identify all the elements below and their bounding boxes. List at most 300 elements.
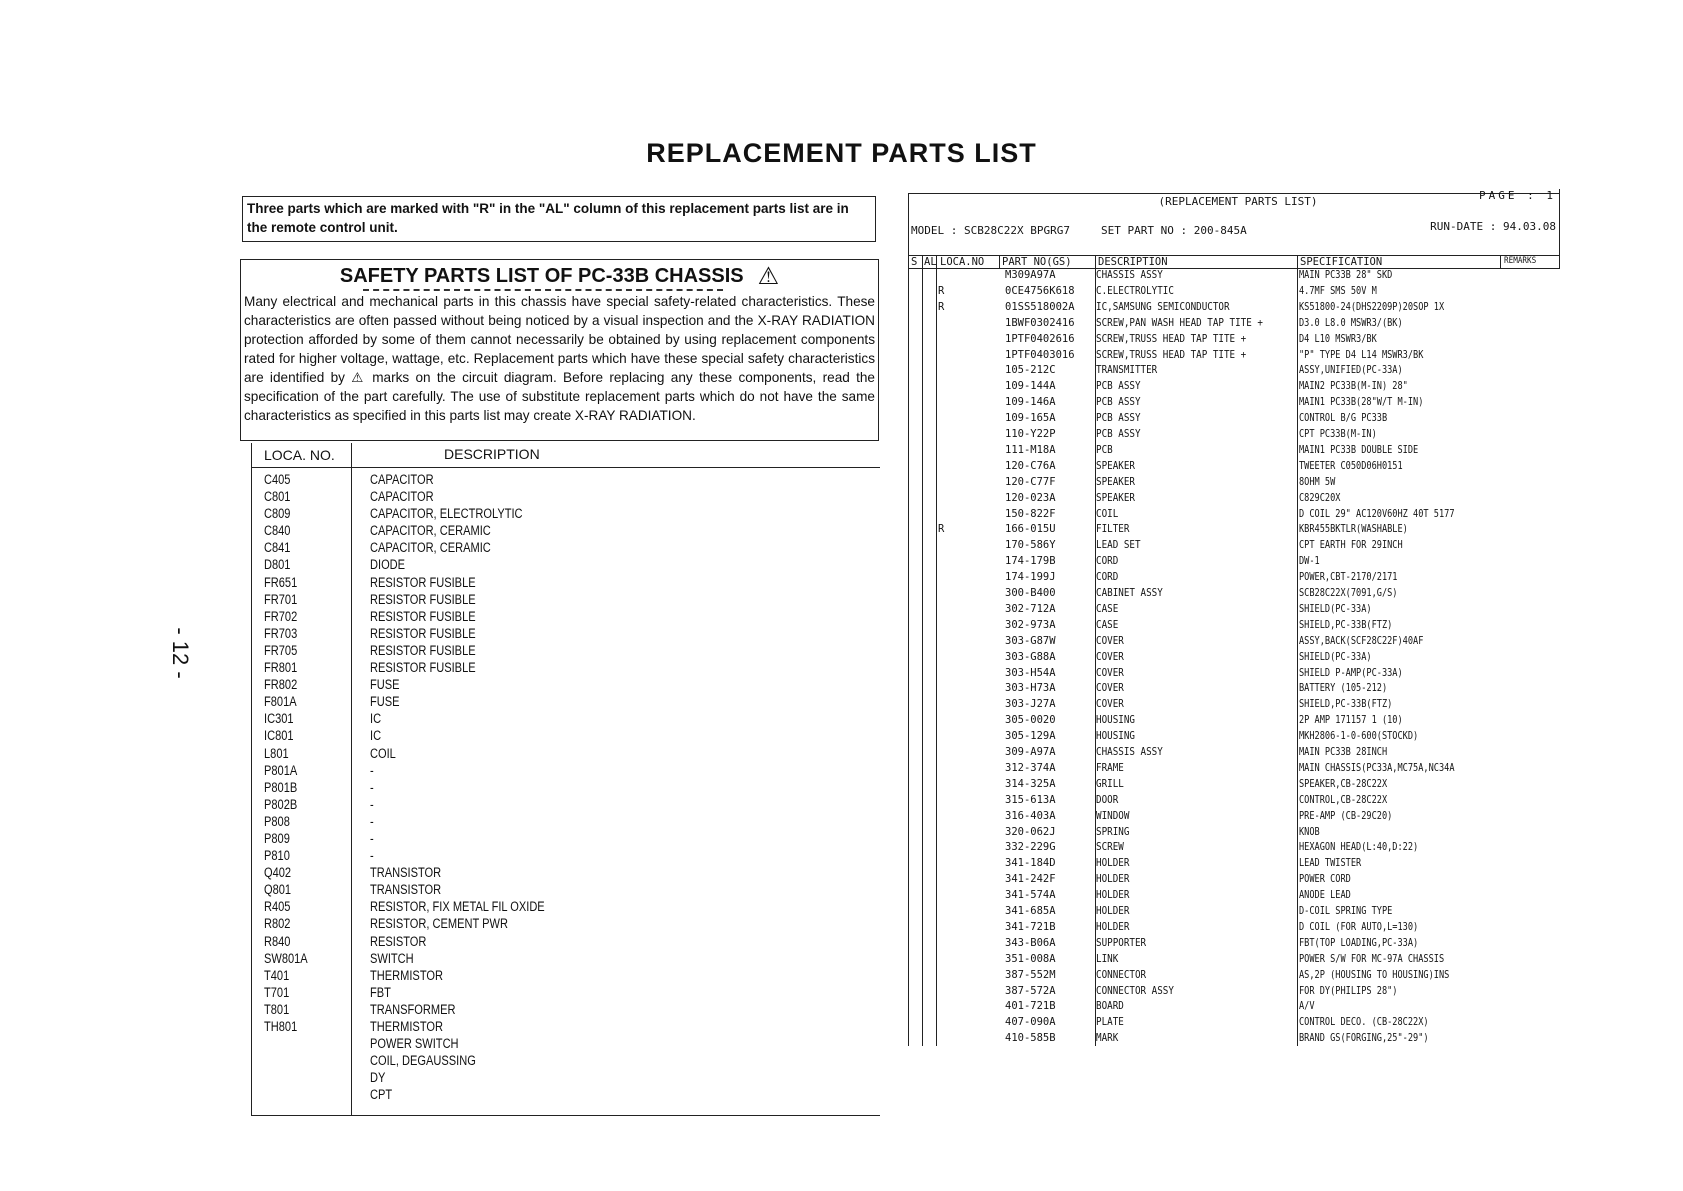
description-cell: PCB ASSY (1096, 380, 1141, 393)
parts-row (908, 857, 1560, 873)
parts-row (908, 969, 1560, 985)
specification-cell: "P" TYPE D4 L14 MSWR3/BK (1299, 348, 1424, 361)
part-no-cell: 302-712A (1005, 602, 1056, 615)
col-head-desc: DESCRIPTION (1098, 256, 1168, 268)
parts-row (908, 635, 1560, 651)
loca-code: FR703 (264, 625, 298, 641)
description-cell: HOLDER (1096, 905, 1130, 917)
specification-cell: ASSY,UNIFIED(PC-33A) (1299, 364, 1403, 377)
loca-description: CAPACITOR (370, 472, 434, 487)
specification-cell: BATTERY (105-212) (1299, 682, 1388, 695)
description-cell: LEAD SET (1096, 539, 1141, 552)
description-cell: TRANSMITTER (1096, 364, 1158, 377)
description-cell: HOUSING (1096, 714, 1135, 727)
part-no-cell: 0CE4756K618 (1005, 284, 1075, 297)
part-no-cell: 300-B400 (1005, 587, 1056, 599)
description-cell: PLATE (1096, 1016, 1124, 1029)
description-cell: CORD (1096, 571, 1119, 584)
part-no-cell: 351-008A (1005, 952, 1056, 965)
loca-code: C801 (264, 489, 291, 505)
parts-row (908, 841, 1560, 857)
loca-code: FR801 (264, 660, 298, 676)
parts-row (908, 317, 1560, 333)
specification-cell: ASSY,BACK(SCF28C22F)40AF (1299, 634, 1424, 647)
description-cell: GRILL (1096, 777, 1124, 790)
part-no-cell: 303-J27A (1005, 698, 1056, 711)
parts-row (908, 921, 1560, 937)
set-part-label: SET PART NO : 200-845A (1101, 224, 1247, 237)
loca-code: T701 (264, 984, 290, 1000)
description-cell: BOARD (1096, 1000, 1124, 1013)
specification-cell: SHIELD(PC-33A) (1299, 602, 1372, 615)
description-cell: WINDOW (1096, 809, 1130, 822)
grid-line (999, 255, 1000, 269)
sheet-page-label: PAGE : 1 (1479, 189, 1556, 202)
part-no-cell: 1PTF0402616 (1005, 332, 1075, 345)
parts-row (908, 1032, 1560, 1048)
specification-cell: MAIN CHASSIS(PC33A,MC75A,NC34A (1299, 761, 1455, 774)
parts-row (908, 905, 1560, 921)
description-cell: LINK (1096, 952, 1119, 965)
description-cell: COVER (1096, 698, 1124, 711)
loca-description: RESISTOR FUSIBLE (370, 591, 476, 607)
parts-row (908, 937, 1560, 953)
loca-code: T801 (264, 1001, 290, 1017)
part-no-cell: 316-403A (1005, 809, 1056, 822)
page-number: - 12 - (168, 627, 193, 679)
loca-description: - (370, 813, 374, 829)
loca-description: - (370, 762, 374, 778)
description-cell: CONNECTOR ASSY (1096, 984, 1174, 997)
description-cell: SUPPORTER (1096, 936, 1147, 949)
parts-row (908, 762, 1560, 778)
part-no-cell: 387-572A (1005, 984, 1056, 997)
description-cell: PCB ASSY (1096, 428, 1141, 440)
specification-cell: AS,2P (HOUSING TO HOUSING)INS (1299, 968, 1450, 981)
parts-row (908, 539, 1560, 555)
specification-cell: A/V (1299, 1000, 1315, 1013)
al-cell: R (938, 523, 945, 536)
description-cell: PCB ASSY (1096, 396, 1141, 409)
description-cell: SPEAKER (1096, 475, 1135, 488)
parts-row (908, 508, 1560, 524)
specification-cell: D4 L10 MSWR3/BK (1299, 332, 1377, 345)
part-no-cell: 110-Y22P (1005, 428, 1056, 440)
model-label: MODEL : SCB28C22X BPGRG7 (911, 224, 1070, 237)
part-no-cell: 109-146A (1005, 396, 1056, 409)
parts-row (908, 873, 1560, 889)
loca-description: FUSE (370, 694, 400, 710)
description-cell: HOUSING (1096, 730, 1135, 743)
parts-row (908, 396, 1560, 412)
parts-row (908, 714, 1560, 730)
parts-row (908, 810, 1560, 826)
loca-code: TH801 (264, 1019, 298, 1034)
loca-description: THERMISTOR (370, 967, 443, 983)
specification-cell: LEAD TWISTER (1299, 857, 1362, 870)
specification-cell: POWER CORD (1299, 873, 1351, 886)
col-head-al: AL (924, 256, 937, 268)
description-cell: CASE (1096, 602, 1119, 615)
parts-row (908, 1016, 1560, 1032)
loca-code: C405 (264, 472, 291, 487)
remote-control-note: Three parts which are marked with "R" in the "AL" column of this replacement parts list are in the remote control unit. (242, 196, 876, 242)
description-cell: IC,SAMSUNG SEMICONDUCTOR (1096, 300, 1230, 313)
part-no-cell: 407-090A (1005, 1016, 1056, 1029)
specification-cell: 2P AMP 171157 1 (10) (1299, 714, 1403, 727)
header-loca-no: LOCA. NO. (264, 447, 335, 463)
loca-code: P801A (264, 762, 298, 778)
loca-description: DIODE (370, 557, 406, 573)
loca-description: POWER SWITCH (370, 1036, 459, 1052)
parts-row (908, 460, 1560, 476)
parts-row (908, 349, 1560, 365)
parts-row (908, 746, 1560, 762)
safety-description: Many electrical and mechanical parts in this chassis have special safety-related characteristics. These characteristics are often passed without being noticed by a visual inspection and the X-RAY RADIATION protection afforded by some of them cannot necessarily be obtained by using replacement components rated for higher voltage, wattage, etc. Replacement parts which have these special safety characteristics are identified by ⚠ marks on the circuit diagram. Before replacing any these components, read the specification of the part carefully. The use of substitute replacement parts which do not have the same characteristics as specified in this parts list may create X-RAY RADIATION. (244, 294, 875, 423)
safety-title: SAFETY PARTS LIST OF PC-33B CHASSIS (339, 265, 744, 287)
loca-code: P809 (264, 830, 290, 846)
loca-code: P810 (264, 848, 290, 864)
specification-cell: MAIN1 PC33B(28"W/T M-IN) (1299, 396, 1424, 409)
parts-row (908, 444, 1560, 460)
loca-description: - (370, 830, 374, 846)
specification-cell: D COIL (FOR AUTO,L=130) (1299, 920, 1419, 933)
description-cell: SCREW,PAN WASH HEAD TAP TITE + (1096, 316, 1263, 329)
part-no-cell: 309-A97A (1005, 746, 1056, 758)
part-no-cell: 341-574A (1005, 889, 1056, 902)
part-no-cell: 1BWF0302416 (1005, 316, 1075, 329)
parts-row (908, 826, 1560, 842)
parts-row (908, 492, 1560, 508)
description-cell: CHASSIS ASSY (1096, 746, 1163, 758)
loca-description: RESISTOR FUSIBLE (370, 625, 476, 641)
grid-line (1500, 255, 1501, 269)
part-no-cell: 332-229G (1005, 841, 1056, 854)
loca-code: P801B (264, 779, 298, 795)
specification-cell: SHIELD,PC-33B(FTZ) (1299, 618, 1393, 631)
loca-code: FR802 (264, 677, 298, 693)
specification-cell: CPT PC33B(M-IN) (1299, 428, 1377, 440)
description-cell: CORD (1096, 555, 1119, 568)
parts-row (908, 301, 1560, 317)
loca-description: IC (370, 711, 382, 727)
parts-row (908, 985, 1560, 1001)
loca-code: R405 (264, 899, 291, 915)
specification-cell: DW-1 (1299, 555, 1320, 568)
part-no-cell: 305-0020 (1005, 714, 1056, 727)
header-description: DESCRIPTION (444, 446, 540, 462)
description-cell: CHASSIS ASSY (1096, 269, 1163, 281)
specification-cell: POWER,CBT-2170/2171 (1299, 571, 1398, 584)
sheet-border (908, 193, 909, 255)
part-no-cell: 315-613A (1005, 793, 1056, 806)
parts-row (908, 555, 1560, 571)
description-cell: SCREW (1096, 841, 1124, 854)
part-no-cell: 303-G87W (1005, 634, 1056, 647)
loca-description: FBT (370, 984, 391, 1000)
safety-title-row (241, 262, 878, 291)
description-cell: COIL (1096, 507, 1119, 520)
description-cell: HOLDER (1096, 889, 1130, 902)
parts-row (908, 428, 1560, 444)
loca-code: C840 (264, 523, 291, 539)
part-no-cell: 01SS518002A (1005, 300, 1075, 313)
description-cell: COVER (1096, 650, 1124, 663)
col-head-remarks: REMARKS (1504, 256, 1537, 266)
part-no-cell: 120-023A (1005, 491, 1056, 504)
run-date-label: RUN-DATE : 94.03.08 (1430, 220, 1556, 233)
grid-line (1559, 255, 1560, 269)
sheet-border (908, 193, 1560, 194)
specification-cell: ANODE LEAD (1299, 889, 1351, 902)
loca-description: THERMISTOR (370, 1019, 443, 1034)
loca-code: P802B (264, 796, 298, 812)
loca-description: TRANSISTOR (370, 882, 442, 898)
part-no-cell: 387-552M (1005, 968, 1056, 981)
loca-description: RESISTOR FUSIBLE (370, 660, 476, 676)
description-cell: MARK (1096, 1032, 1119, 1045)
loca-description: RESISTOR FUSIBLE (370, 574, 476, 590)
part-no-cell: 170-586Y (1005, 539, 1056, 552)
loca-description-list (370, 471, 870, 1103)
specification-cell: 4.7MF SMS 50V M (1299, 284, 1377, 297)
loca-description: RESISTOR, FIX METAL FIL OXIDE (370, 899, 545, 915)
loca-description: CAPACITOR, ELECTROLYTIC (370, 506, 523, 522)
parts-row (908, 523, 1560, 539)
description-cell: SCREW,TRUSS HEAD TAP TITE + (1096, 348, 1247, 361)
loca-code: F801A (264, 694, 297, 710)
part-no-cell: M309A97A (1005, 269, 1056, 281)
description-cell: HOLDER (1096, 857, 1130, 870)
parts-row (908, 730, 1560, 746)
part-no-cell: 120-C77F (1005, 475, 1056, 488)
specification-cell: SHIELD(PC-33A) (1299, 650, 1372, 663)
col-head-spec: SPECIFICATION (1300, 256, 1383, 268)
part-no-cell: 343-B06A (1005, 936, 1056, 949)
description-cell: PCB ASSY (1096, 412, 1141, 425)
specification-cell: D COIL 29" AC120V60HZ 40T 5177 (1299, 507, 1455, 520)
part-no-cell: 120-C76A (1005, 459, 1056, 472)
parts-row (908, 476, 1560, 492)
parts-row (908, 412, 1560, 428)
specification-cell: SHIELD P-AMP(PC-33A) (1299, 666, 1403, 679)
part-no-cell: 166-015U (1005, 523, 1056, 536)
description-cell: SCREW,TRUSS HEAD TAP TITE + (1096, 332, 1247, 345)
loca-code: FR651 (264, 574, 298, 590)
loca-description: CAPACITOR, CERAMIC (370, 523, 491, 539)
specification-cell: CONTROL B/G PC33B (1299, 412, 1388, 425)
al-cell: R (938, 300, 945, 313)
loca-code: D801 (264, 557, 291, 573)
specification-cell: FOR DY(PHILIPS 28") (1299, 984, 1398, 997)
description-cell: SPEAKER (1096, 491, 1135, 504)
loca-code: C809 (264, 506, 291, 522)
parts-row (908, 285, 1560, 301)
parts-row (908, 953, 1560, 969)
description-cell: C.ELECTROLYTIC (1096, 284, 1174, 297)
loca-description: SWITCH (370, 950, 414, 966)
part-no-cell: 111-M18A (1005, 443, 1056, 456)
specification-cell: D-COIL SPRING TYPE (1299, 905, 1393, 917)
loca-description: - (370, 796, 374, 812)
specification-cell: CPT EARTH FOR 29INCH (1299, 539, 1403, 552)
specification-cell: MAIN PC33B 28" SKD (1299, 269, 1393, 281)
description-cell: CASE (1096, 618, 1119, 631)
loca-code: IC801 (264, 728, 294, 744)
specification-cell: MAIN1 PC33B DOUBLE SIDE (1299, 443, 1419, 456)
description-cell: HOLDER (1096, 920, 1130, 933)
specification-cell: BRAND GS(FORGING,25"-29") (1299, 1032, 1429, 1045)
part-no-cell: 401-721B (1005, 1000, 1056, 1013)
loca-code: T401 (264, 967, 290, 983)
part-no-cell: 341-685A (1005, 905, 1056, 917)
loca-code: Q801 (264, 882, 292, 898)
part-no-cell: 174-179B (1005, 555, 1056, 568)
parts-grid (908, 255, 1560, 1046)
description-cell: CONNECTOR (1096, 968, 1147, 981)
parts-row (908, 364, 1560, 380)
loca-code: FR702 (264, 608, 298, 624)
parts-row (908, 889, 1560, 905)
loca-code: R840 (264, 933, 291, 949)
loca-code: FR705 (264, 642, 298, 658)
specification-cell: MAIN2 PC33B(M-IN) 28" (1299, 380, 1408, 393)
parts-row (908, 1000, 1560, 1016)
description-cell: FRAME (1096, 761, 1124, 774)
parts-row (908, 698, 1560, 714)
sheet-heading: (REPLACEMENT PARTS LIST) (1158, 195, 1318, 208)
description-cell: PCB (1096, 443, 1113, 456)
loca-code-list (264, 471, 344, 1035)
part-no-cell: 314-325A (1005, 777, 1056, 790)
parts-row (908, 587, 1560, 603)
part-no-cell: 109-165A (1005, 412, 1056, 425)
warning-triangle-icon: ⚠ (757, 263, 780, 290)
part-no-cell: 305-129A (1005, 730, 1056, 743)
loca-description: IC (370, 728, 382, 744)
specification-cell: 8OHM 5W (1299, 475, 1336, 488)
loca-description: RESISTOR FUSIBLE (370, 608, 476, 624)
part-no-cell: 341-184D (1005, 857, 1056, 870)
loca-description: CAPACITOR (370, 489, 434, 505)
part-no-cell: 105-212C (1005, 364, 1056, 377)
description-cell: SPEAKER (1096, 459, 1135, 472)
parts-row (908, 619, 1560, 635)
safety-parts-box (240, 259, 879, 441)
specification-cell: SPEAKER,CB-28C22X (1299, 777, 1388, 790)
part-no-cell: 303-G88A (1005, 650, 1056, 663)
parts-row (908, 651, 1560, 667)
parts-row (908, 571, 1560, 587)
loca-description: - (370, 848, 374, 864)
parts-row (908, 333, 1560, 349)
loca-description: TRANSFORMER (370, 1001, 456, 1017)
loca-code: P808 (264, 813, 290, 829)
specification-cell: CONTROL,CB-28C22X (1299, 793, 1388, 806)
loca-description: FUSE (370, 677, 400, 693)
description-cell: FILTER (1096, 523, 1130, 536)
specification-cell: KNOB (1299, 825, 1320, 838)
specification-cell: MKH2806-1-0-600(STOCKD) (1299, 730, 1419, 743)
header-divider (252, 467, 880, 468)
specification-cell: KS51800-24(DHS2209P)20SOP 1X (1299, 300, 1445, 313)
loca-description: CAPACITOR, CERAMIC (370, 540, 491, 556)
parts-row (908, 380, 1560, 396)
loca-code: SW801A (264, 950, 308, 966)
loca-code: L801 (264, 745, 289, 761)
part-no-cell: 341-721B (1005, 920, 1056, 933)
loca-code: C841 (264, 540, 291, 556)
part-no-cell: 303-H54A (1005, 666, 1056, 679)
loca-code: Q402 (264, 865, 292, 881)
specification-cell: SCB28C22X(7091,G/S) (1299, 587, 1398, 599)
parts-row (908, 794, 1560, 810)
part-no-cell: 150-822F (1005, 507, 1056, 520)
loca-description: RESISTOR FUSIBLE (370, 642, 476, 658)
sheet-border (1559, 189, 1560, 255)
loca-description: COIL, DEGAUSSING (370, 1053, 476, 1069)
col-head-s: S (911, 256, 918, 268)
part-no-cell: 174-199J (1005, 571, 1056, 584)
parts-row (908, 603, 1560, 619)
description-cell: HOLDER (1096, 873, 1130, 886)
specification-cell: D3.0 L8.0 MSWR3/(BK) (1299, 316, 1403, 329)
description-cell: COVER (1096, 682, 1124, 695)
specification-cell: SHIELD,PC-33B(FTZ) (1299, 698, 1393, 711)
parts-row (908, 269, 1560, 285)
part-no-cell: 1PTF0403016 (1005, 348, 1075, 361)
description-cell: DOOR (1096, 793, 1119, 806)
specification-cell: FBT(TOP LOADING,PC-33A) (1299, 936, 1419, 949)
specification-cell: KBR455BKTLR(WASHABLE) (1299, 523, 1408, 536)
parts-row (908, 667, 1560, 683)
part-no-cell: 410-585B (1005, 1032, 1056, 1045)
specification-cell: CONTROL DECO. (CB-28C22X) (1299, 1016, 1429, 1029)
col-head-loca: LOCA.NO (940, 256, 985, 268)
loca-code: R802 (264, 916, 291, 932)
part-no-cell: 320-062J (1005, 825, 1056, 838)
part-no-cell: 303-H73A (1005, 682, 1056, 695)
part-no-cell: 312-374A (1005, 761, 1056, 774)
part-no-cell: 302-973A (1005, 618, 1056, 631)
description-cell: SPRING (1096, 825, 1130, 838)
specification-cell: MAIN PC33B 28INCH (1299, 746, 1388, 758)
part-no-cell: 341-242F (1005, 873, 1056, 886)
loca-code: FR701 (264, 591, 298, 607)
specification-cell: TWEETER C050D06H0151 (1299, 459, 1403, 472)
description-cell: COVER (1096, 634, 1124, 647)
loca-description: - (370, 779, 374, 795)
loca-description: TRANSISTOR (370, 865, 442, 881)
loca-description: DY (370, 1070, 386, 1086)
al-cell: R (938, 284, 945, 297)
specification-cell: C829C20X (1299, 491, 1341, 504)
loca-description: RESISTOR (370, 933, 427, 949)
description-cell: COVER (1096, 666, 1124, 679)
specification-cell: HEXAGON HEAD(L:40,D:22) (1299, 841, 1419, 854)
loca-description: RESISTOR, CEMENT PWR (370, 916, 508, 932)
column-divider (351, 443, 352, 1115)
col-head-part: PART NO(GS) (1002, 256, 1072, 268)
specification-cell: POWER S/W FOR MC-97A CHASSIS (1299, 952, 1445, 965)
part-no-cell: 109-144A (1005, 380, 1056, 393)
safety-parts-table (251, 443, 880, 1116)
loca-code: IC301 (264, 711, 294, 727)
loca-description: COIL (370, 745, 396, 761)
page-title: REPLACEMENT PARTS LIST (646, 138, 1037, 168)
title-underline (363, 289, 723, 291)
parts-printout (908, 189, 1560, 1060)
